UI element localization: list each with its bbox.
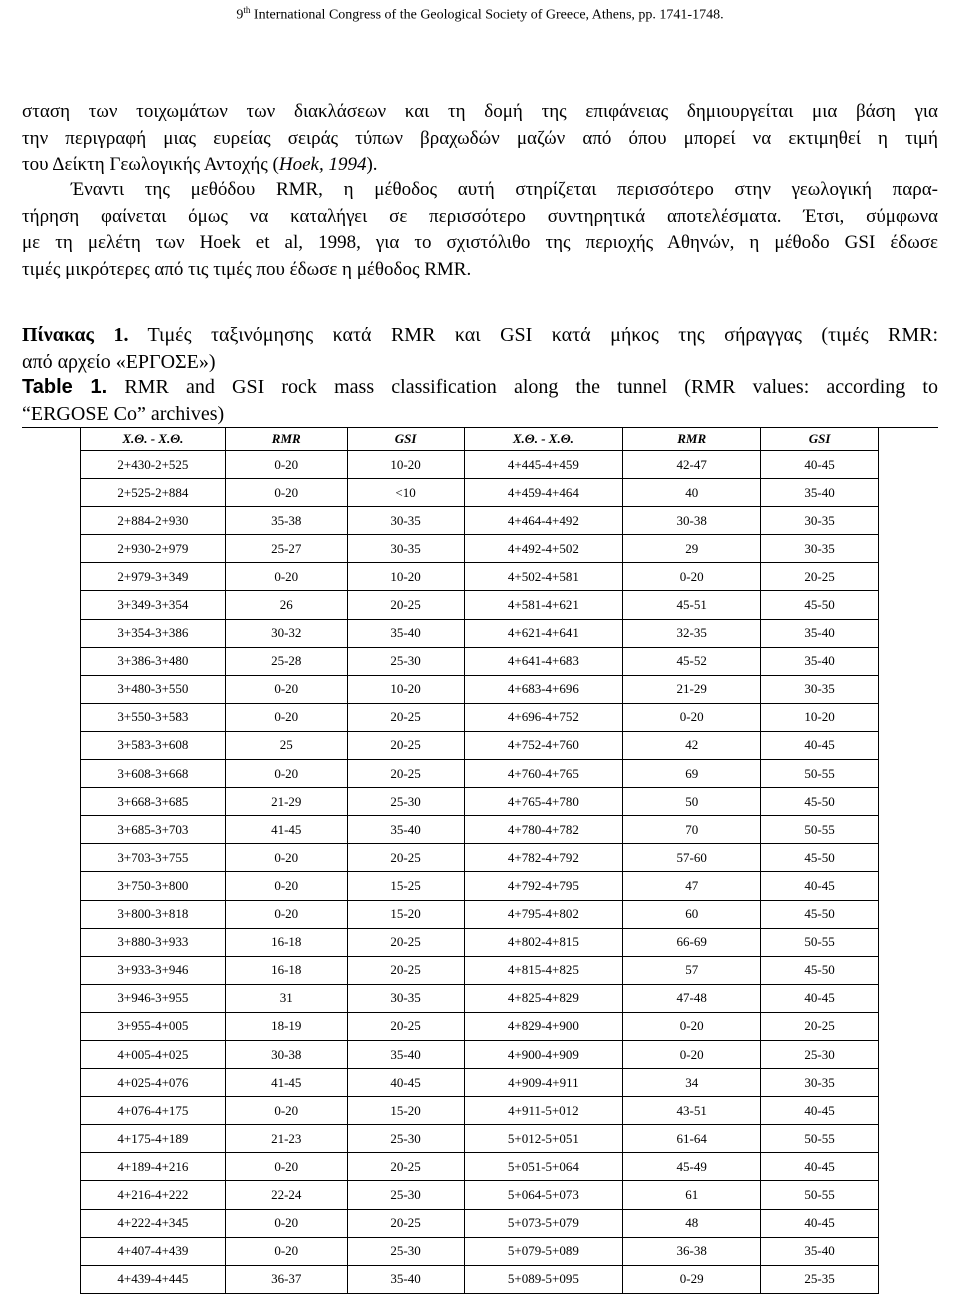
cell-gsi-1: 15-25 [347, 872, 464, 900]
cell-rmr-1: 30-38 [225, 1040, 347, 1068]
cell-rmr-2: 48 [623, 1209, 761, 1237]
cell-gsi-1: 35-40 [347, 1265, 464, 1293]
cell-rmr-2: 47-48 [623, 984, 761, 1012]
cell-chainage-2: 4+900-4+909 [464, 1040, 623, 1068]
header-gsi-1: GSI [347, 428, 464, 451]
header-rmr-1: RMR [225, 428, 347, 451]
cell-rmr-2: 50 [623, 788, 761, 816]
cell-chainage-2: 4+445-4+459 [464, 451, 623, 479]
cell-rmr-2: 29 [623, 535, 761, 563]
cell-rmr-2: 0-20 [623, 563, 761, 591]
rmr-gsi-table [80, 428, 879, 1294]
cell-rmr-1: 18-19 [225, 1012, 347, 1040]
cell-chainage-2: 4+911-5+012 [464, 1097, 623, 1125]
cell-gsi-2: 35-40 [761, 619, 879, 647]
cell-chainage-2: 4+829-4+900 [464, 1012, 623, 1040]
cell-chainage-1: 3+955-4+005 [81, 1012, 226, 1040]
cell-gsi-1: 20-25 [347, 703, 464, 731]
cell-gsi-2: 40-45 [761, 984, 879, 1012]
cell-rmr-2: 0-20 [623, 703, 761, 731]
cell-chainage-2: 5+079-5+089 [464, 1237, 623, 1265]
cell-gsi-1: 10-20 [347, 451, 464, 479]
cell-gsi-2: 50-55 [761, 816, 879, 844]
cell-gsi-1: 30-35 [347, 984, 464, 1012]
table-row [81, 451, 879, 479]
cell-chainage-1: 4+076-4+175 [81, 1097, 226, 1125]
cell-rmr-1: 25-27 [225, 535, 347, 563]
cell-chainage-1: 2+525-2+884 [81, 479, 226, 507]
cell-gsi-2: 45-50 [761, 900, 879, 928]
table-row [81, 816, 879, 844]
table-row [81, 928, 879, 956]
cell-rmr-1: 0-20 [225, 1097, 347, 1125]
cell-gsi-2: 50-55 [761, 1181, 879, 1209]
cell-gsi-2: 25-30 [761, 1040, 879, 1068]
header-chainage-1: Χ.Θ. - Χ.Θ. [81, 428, 226, 451]
cell-gsi-1: 25-30 [347, 1181, 464, 1209]
cell-chainage-1: 3+668-3+685 [81, 788, 226, 816]
cell-rmr-2: 40 [623, 479, 761, 507]
table-row [81, 703, 879, 731]
cell-chainage-2: 4+780-4+782 [464, 816, 623, 844]
cell-rmr-1: 25 [225, 731, 347, 759]
cell-chainage-2: 4+502-4+581 [464, 563, 623, 591]
table-row [81, 731, 879, 759]
cell-gsi-1: 20-25 [347, 844, 464, 872]
cell-chainage-1: 3+880-3+933 [81, 928, 226, 956]
cell-chainage-1: 3+703-3+755 [81, 844, 226, 872]
cell-rmr-2: 45-52 [623, 647, 761, 675]
cell-rmr-2: 21-29 [623, 675, 761, 703]
cell-chainage-2: 4+696-4+752 [464, 703, 623, 731]
cell-gsi-1: 20-25 [347, 731, 464, 759]
cell-chainage-2: 5+064-5+073 [464, 1181, 623, 1209]
page-header [0, 5, 960, 24]
cell-gsi-1: 30-35 [347, 507, 464, 535]
cell-gsi-2: 35-40 [761, 479, 879, 507]
cell-rmr-1: 41-45 [225, 1069, 347, 1097]
cell-rmr-1: 30-32 [225, 619, 347, 647]
cell-rmr-2: 42-47 [623, 451, 761, 479]
cell-chainage-2: 4+782-4+792 [464, 844, 623, 872]
cell-chainage-2: 4+765-4+780 [464, 788, 623, 816]
paragraph-1-line-3-end: ). [366, 154, 378, 175]
header-rmr-2: RMR [623, 428, 761, 451]
header-ordinal-suffix: th [243, 5, 251, 15]
caption-english-line-2: “ERGOSE Co” archives) [22, 403, 225, 425]
table-row [81, 1125, 879, 1153]
cell-rmr-2: 42 [623, 731, 761, 759]
cell-rmr-1: 36-37 [225, 1265, 347, 1293]
cell-chainage-1: 4+407-4+439 [81, 1237, 226, 1265]
cell-rmr-1: 0-20 [225, 563, 347, 591]
cell-gsi-1: 20-25 [347, 760, 464, 788]
cell-rmr-1: 0-20 [225, 703, 347, 731]
paragraph-1-line-2: την περιγραφή μιας ευρείας σειράς τύπων βραχωδών μαζών από όπου μπορεί να εκτιμηθεί η τιμή [22, 127, 938, 149]
cell-gsi-2: 45-50 [761, 956, 879, 984]
table-caption-greek [22, 322, 938, 376]
cell-gsi-2: 30-35 [761, 1069, 879, 1097]
cell-gsi-1: 15-20 [347, 900, 464, 928]
cell-gsi-1: <10 [347, 479, 464, 507]
paragraph-1-line-1: σταση των τοιχωμάτων των διακλάσεων και τη δομή της επιφάνειας δημιουργείται μια βάση για [22, 101, 938, 122]
cell-chainage-1: 3+750-3+800 [81, 872, 226, 900]
caption-greek-text-1: Τιμές ταξινόμησης κατά RMR και GSI κατά μήκος της σήραγγας (τιμές RMR: [128, 324, 939, 346]
cell-rmr-1: 0-20 [225, 675, 347, 703]
cell-gsi-2: 50-55 [761, 760, 879, 788]
cell-gsi-2: 10-20 [761, 703, 879, 731]
table-row [81, 1153, 879, 1181]
table-header-row [81, 428, 879, 451]
cell-rmr-1: 0-20 [225, 1237, 347, 1265]
cell-chainage-2: 5+051-5+064 [464, 1153, 623, 1181]
cell-gsi-1: 35-40 [347, 1040, 464, 1068]
cell-chainage-1: 3+685-3+703 [81, 816, 226, 844]
cell-gsi-2: 40-45 [761, 1209, 879, 1237]
cell-gsi-2: 35-40 [761, 1237, 879, 1265]
cell-rmr-1: 21-23 [225, 1125, 347, 1153]
cell-rmr-2: 57-60 [623, 844, 761, 872]
cell-rmr-2: 61 [623, 1181, 761, 1209]
cell-rmr-1: 0-20 [225, 900, 347, 928]
paragraph-1-line-3-text: του Δείκτη Γεωλογικής Αντοχής ( [22, 154, 279, 175]
table-row [81, 1012, 879, 1040]
table-row [81, 675, 879, 703]
cell-rmr-2: 66-69 [623, 928, 761, 956]
paragraph-2-line-1: Έναντι της μεθόδου RMR, η μέθοδος αυτή στηρίζεται περισσότερο στην γεωλογική παρα- [71, 179, 938, 200]
cell-chainage-1: 3+354-3+386 [81, 619, 226, 647]
cell-gsi-1: 35-40 [347, 816, 464, 844]
header-ordinal: 9 [236, 7, 244, 23]
table-row [81, 619, 879, 647]
table-row [81, 591, 879, 619]
cell-rmr-2: 36-38 [623, 1237, 761, 1265]
cell-chainage-1: 2+884-2+930 [81, 507, 226, 535]
cell-chainage-2: 5+012-5+051 [464, 1125, 623, 1153]
table-row [81, 507, 879, 535]
cell-rmr-2: 0-20 [623, 1012, 761, 1040]
cell-gsi-1: 20-25 [347, 928, 464, 956]
table-row [81, 788, 879, 816]
caption-greek-line-1 [22, 322, 938, 349]
cell-rmr-2: 57 [623, 956, 761, 984]
cell-gsi-1: 20-25 [347, 1209, 464, 1237]
cell-chainage-2: 5+089-5+095 [464, 1265, 623, 1293]
table-caption-english [22, 374, 938, 428]
cell-chainage-2: 4+683-4+696 [464, 675, 623, 703]
cell-chainage-2: 4+792-4+795 [464, 872, 623, 900]
header-chainage-2: Χ.Θ. - Χ.Θ. [464, 428, 623, 451]
cell-chainage-1: 3+386-3+480 [81, 647, 226, 675]
cell-chainage-1: 2+430-2+525 [81, 451, 226, 479]
paragraph-1-line-3 [22, 152, 938, 179]
cell-gsi-2: 20-25 [761, 1012, 879, 1040]
cell-chainage-1: 2+979-3+349 [81, 563, 226, 591]
cell-gsi-2: 35-40 [761, 647, 879, 675]
table-row [81, 1097, 879, 1125]
cell-chainage-1: 4+175-4+189 [81, 1125, 226, 1153]
table-row [81, 956, 879, 984]
cell-rmr-2: 32-35 [623, 619, 761, 647]
cell-gsi-1: 20-25 [347, 956, 464, 984]
cell-chainage-2: 5+073-5+079 [464, 1209, 623, 1237]
cell-chainage-1: 3+933-3+946 [81, 956, 226, 984]
cell-gsi-2: 40-45 [761, 731, 879, 759]
cell-rmr-2: 69 [623, 760, 761, 788]
cell-chainage-2: 4+492-4+502 [464, 535, 623, 563]
cell-chainage-1: 4+189-4+216 [81, 1153, 226, 1181]
cell-rmr-2: 34 [623, 1069, 761, 1097]
table-row [81, 535, 879, 563]
cell-chainage-2: 4+802-4+815 [464, 928, 623, 956]
table-body [81, 451, 879, 1294]
cell-gsi-2: 40-45 [761, 1097, 879, 1125]
cell-rmr-1: 0-20 [225, 760, 347, 788]
cell-gsi-2: 30-35 [761, 507, 879, 535]
cell-gsi-1: 25-30 [347, 788, 464, 816]
paragraph-2 [22, 177, 938, 283]
cell-rmr-1: 41-45 [225, 816, 347, 844]
caption-greek-label: Πίνακας 1. [22, 324, 129, 346]
paragraph-1 [22, 99, 938, 179]
header-gsi-2: GSI [761, 428, 879, 451]
cell-chainage-1: 3+608-3+668 [81, 760, 226, 788]
paragraph-2-line-4: τιμές μικρότερες από τις τιμές που έδωσε η μέθοδος RMR. [22, 258, 472, 280]
table-row [81, 984, 879, 1012]
table-row [81, 1237, 879, 1265]
cell-chainage-1: 3+550-3+583 [81, 703, 226, 731]
cell-rmr-1: 0-20 [225, 479, 347, 507]
table-row [81, 900, 879, 928]
table-row [81, 479, 879, 507]
cell-gsi-1: 30-35 [347, 535, 464, 563]
cell-chainage-2: 4+464-4+492 [464, 507, 623, 535]
cell-rmr-2: 45-51 [623, 591, 761, 619]
cell-gsi-1: 15-20 [347, 1097, 464, 1125]
cell-gsi-1: 10-20 [347, 675, 464, 703]
cell-chainage-1: 4+222-4+345 [81, 1209, 226, 1237]
cell-chainage-2: 4+825-4+829 [464, 984, 623, 1012]
cell-rmr-2: 43-51 [623, 1097, 761, 1125]
table-row [81, 760, 879, 788]
cell-gsi-1: 40-45 [347, 1069, 464, 1097]
cell-chainage-2: 4+581-4+621 [464, 591, 623, 619]
cell-gsi-1: 35-40 [347, 619, 464, 647]
cell-rmr-1: 22-24 [225, 1181, 347, 1209]
cell-chainage-1: 3+349-3+354 [81, 591, 226, 619]
cell-rmr-1: 26 [225, 591, 347, 619]
cell-chainage-2: 4+909-4+911 [464, 1069, 623, 1097]
cell-gsi-2: 45-50 [761, 788, 879, 816]
cell-chainage-1: 4+439-4+445 [81, 1265, 226, 1293]
table-row [81, 872, 879, 900]
cell-gsi-1: 25-30 [347, 1125, 464, 1153]
cell-rmr-2: 60 [623, 900, 761, 928]
cell-rmr-1: 35-38 [225, 507, 347, 535]
table-row [81, 1040, 879, 1068]
cell-gsi-2: 40-45 [761, 872, 879, 900]
cell-gsi-2: 30-35 [761, 675, 879, 703]
cell-chainage-1: 3+480-3+550 [81, 675, 226, 703]
table-row [81, 844, 879, 872]
cell-chainage-1: 4+025-4+076 [81, 1069, 226, 1097]
cell-rmr-2: 0-29 [623, 1265, 761, 1293]
cell-rmr-2: 45-49 [623, 1153, 761, 1181]
cell-gsi-1: 10-20 [347, 563, 464, 591]
caption-greek-line-2: από αρχείο «ΕΡΓΟΣΕ») [22, 351, 216, 373]
cell-gsi-2: 30-35 [761, 535, 879, 563]
cell-chainage-2: 4+760-4+765 [464, 760, 623, 788]
cell-rmr-1: 21-29 [225, 788, 347, 816]
citation-hoek-1994: Hoek, 1994 [278, 154, 367, 175]
cell-gsi-2: 50-55 [761, 928, 879, 956]
cell-chainage-2: 4+621-4+641 [464, 619, 623, 647]
table-row [81, 1209, 879, 1237]
cell-gsi-2: 45-50 [761, 844, 879, 872]
cell-gsi-2: 20-25 [761, 563, 879, 591]
paragraph-2-line-2: τήρηση φαίνεται όμως να καταλήγει σε περισσότερο συντηρητικά αποτελέσματα. Έτσι, σύμφωνα [22, 205, 938, 227]
cell-chainage-2: 4+815-4+825 [464, 956, 623, 984]
cell-chainage-2: 4+459-4+464 [464, 479, 623, 507]
cell-rmr-1: 25-28 [225, 647, 347, 675]
cell-rmr-2: 0-20 [623, 1040, 761, 1068]
cell-gsi-1: 25-30 [347, 647, 464, 675]
cell-rmr-1: 0-20 [225, 1209, 347, 1237]
table-row [81, 1181, 879, 1209]
cell-rmr-2: 70 [623, 816, 761, 844]
paragraph-2-line-3: με τη μελέτη των Hoek et al, 1998, για το σχιστόλιθο της περιοχής Αθηνών, η μέθοδο GSI έδωσε [22, 232, 938, 253]
caption-english-label: Table 1. [22, 376, 108, 398]
cell-chainage-2: 4+641-4+683 [464, 647, 623, 675]
cell-chainage-2: 4+752-4+760 [464, 731, 623, 759]
table-row [81, 1069, 879, 1097]
cell-gsi-2: 50-55 [761, 1125, 879, 1153]
caption-english-line-1 [22, 374, 938, 401]
cell-rmr-1: 16-18 [225, 956, 347, 984]
table-row [81, 563, 879, 591]
cell-chainage-1: 3+800-3+818 [81, 900, 226, 928]
cell-rmr-2: 61-64 [623, 1125, 761, 1153]
table-row [81, 1265, 879, 1293]
cell-gsi-1: 20-25 [347, 591, 464, 619]
table-row [81, 647, 879, 675]
cell-gsi-2: 40-45 [761, 451, 879, 479]
cell-gsi-2: 45-50 [761, 591, 879, 619]
cell-chainage-1: 4+216-4+222 [81, 1181, 226, 1209]
cell-chainage-1: 4+005-4+025 [81, 1040, 226, 1068]
cell-rmr-1: 0-20 [225, 872, 347, 900]
cell-gsi-1: 20-25 [347, 1153, 464, 1181]
cell-chainage-1: 2+930-2+979 [81, 535, 226, 563]
cell-gsi-2: 40-45 [761, 1153, 879, 1181]
cell-chainage-2: 4+795-4+802 [464, 900, 623, 928]
cell-rmr-1: 31 [225, 984, 347, 1012]
cell-rmr-1: 0-20 [225, 844, 347, 872]
cell-rmr-1: 0-20 [225, 451, 347, 479]
header-text: International Congress of the Geological Society of Greece, Athens, pp. 1741-1748. [250, 7, 724, 23]
cell-chainage-1: 3+946-3+955 [81, 984, 226, 1012]
cell-gsi-1: 25-30 [347, 1237, 464, 1265]
cell-rmr-1: 0-20 [225, 1153, 347, 1181]
caption-english-text-1: RMR and GSI rock mass classification along the tunnel (RMR values: according to [107, 376, 938, 398]
cell-gsi-1: 20-25 [347, 1012, 464, 1040]
cell-chainage-1: 3+583-3+608 [81, 731, 226, 759]
cell-rmr-1: 16-18 [225, 928, 347, 956]
cell-rmr-2: 47 [623, 872, 761, 900]
cell-gsi-2: 25-35 [761, 1265, 879, 1293]
cell-rmr-2: 30-38 [623, 507, 761, 535]
